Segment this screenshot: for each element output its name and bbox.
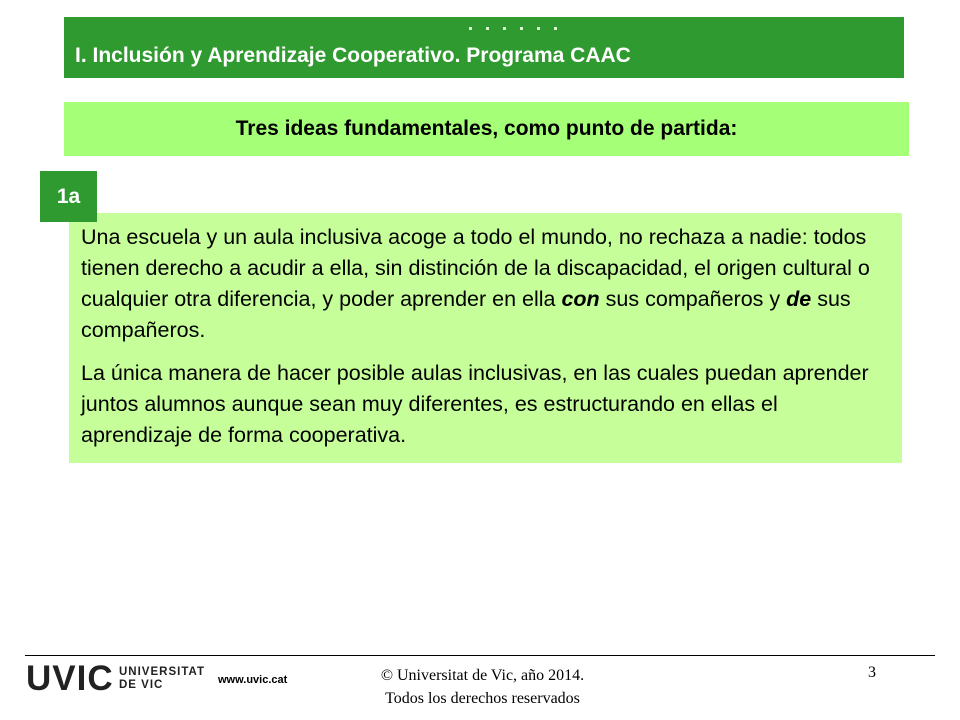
logo-wordmark: UVIC bbox=[26, 659, 114, 698]
logo-subtitle: UNIVERSITAT DE VIC bbox=[119, 666, 205, 691]
copyright-notice: © Universitat de Vic, año 2014. Todos los derechos reservados bbox=[380, 667, 585, 707]
page-number: 3 bbox=[868, 664, 876, 681]
content-box bbox=[69, 213, 902, 463]
title-bar bbox=[64, 17, 904, 78]
emphasis-de: de bbox=[786, 287, 812, 311]
paragraph-1: Una escuela y un aula inclusiva acoge a todo el mundo, no rechaza a nadie: todos tienen derecho a acudir a ella, sin distinción de la discapacidad, el origen cultural o cualquier otra diferencia, y poder aprender en ella con sus compañeros y de sus compañeros. bbox=[81, 225, 870, 342]
subtitle: Tres ideas fundamentales, como punto de partida: bbox=[235, 117, 738, 140]
website-link[interactable]: www.uvic.cat bbox=[218, 674, 288, 686]
uvic-logo bbox=[26, 659, 226, 698]
footer-divider bbox=[25, 655, 935, 656]
page-title: I. Inclusión y Aprendizaje Cooperativo. Programa CAAC bbox=[75, 44, 631, 67]
paragraph-2: La única manera de hacer posible aulas inclusivas, en las cuales puedan aprender juntos alumnos aunque sean muy diferentes, es estructurando en ellas el aprendizaje de forma cooperativa. bbox=[81, 361, 869, 447]
title-decoration bbox=[469, 27, 609, 33]
subtitle-bar bbox=[64, 102, 909, 156]
section-badge: 1a bbox=[40, 171, 97, 222]
emphasis-con: con bbox=[561, 287, 600, 311]
